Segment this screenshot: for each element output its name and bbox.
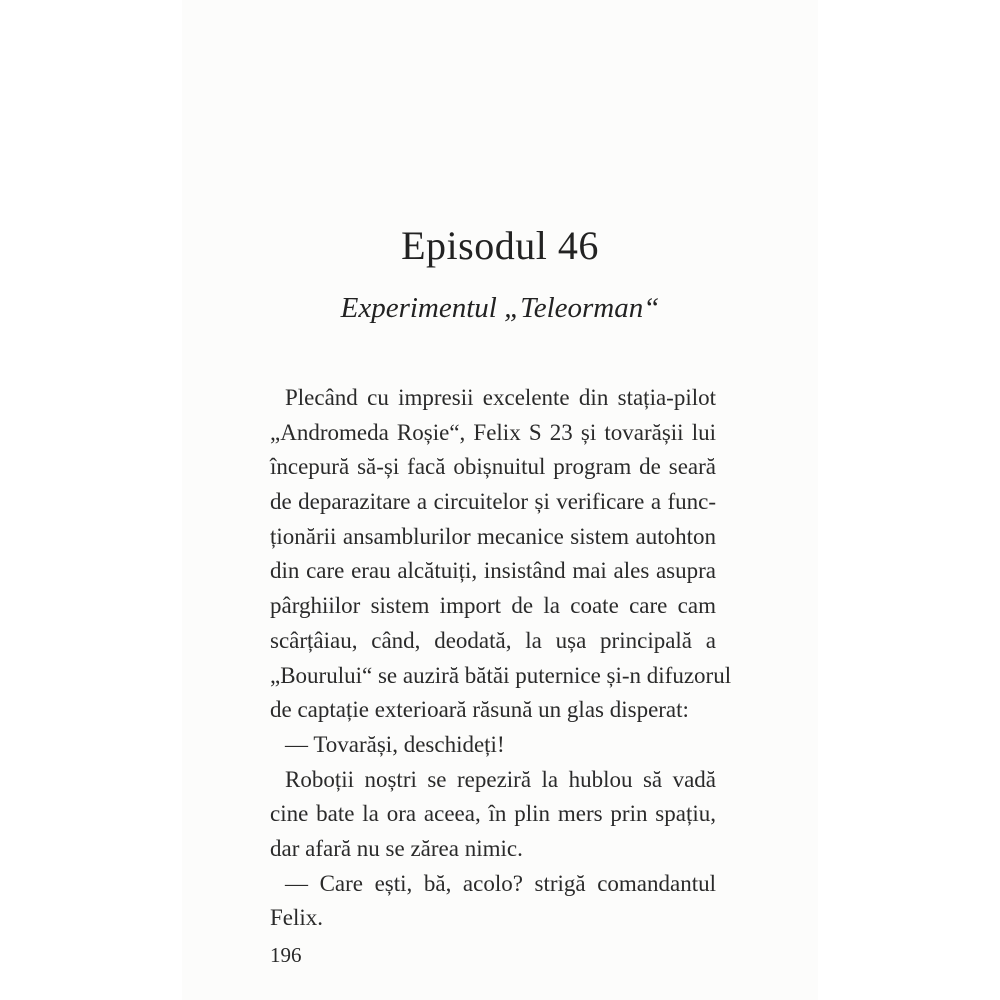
- book-page: [182, 0, 818, 1000]
- chapter-title: Episodul 46: [401, 223, 599, 268]
- text-line: Plecând cu impresii excelente din stația-pilot: [285, 385, 716, 410]
- text-line: Felix.: [270, 905, 324, 931]
- text-line: din care erau alcătuiți, insistând mai ales asupra: [270, 558, 716, 584]
- page-number: 196: [270, 943, 302, 967]
- text-line: cine bate la ora aceea, în plin mers prin spațiu,: [270, 801, 716, 827]
- text-line: pârghiilor sistem import de la coate care cam: [270, 593, 716, 619]
- text-line: Roboții noștri se repeziră la hublou să vadă: [285, 766, 716, 792]
- text-line: „Andromeda Roșie“, Felix S 23 și tovarășii lui: [270, 419, 716, 445]
- text-line: ționării ansamblurilor mecanice sistem autohton: [270, 523, 716, 549]
- text-line: — Care ești, bă, acolo? strigă comandantul: [285, 870, 716, 896]
- text-line: scârțâiau, când, deodată, la ușa principală a: [270, 627, 716, 653]
- text-line: dar afară nu se zărea nimic.: [270, 835, 523, 861]
- text-line: începură să-și facă obișnuitul program de seară: [270, 454, 716, 480]
- text-line: de deparazitare a circuitelor și verificare a func-: [270, 489, 716, 515]
- chapter-subtitle: Experimentul „Teleorman“: [340, 292, 660, 324]
- body-text: [270, 381, 732, 936]
- text-line: — Tovarăși, deschideți!: [285, 731, 505, 757]
- text-line: de captație exterioară răsună un glas disperat:: [270, 697, 689, 723]
- text-line: „Bourului“ se auziră bătăi puternice și-n difuzorul: [270, 662, 732, 688]
